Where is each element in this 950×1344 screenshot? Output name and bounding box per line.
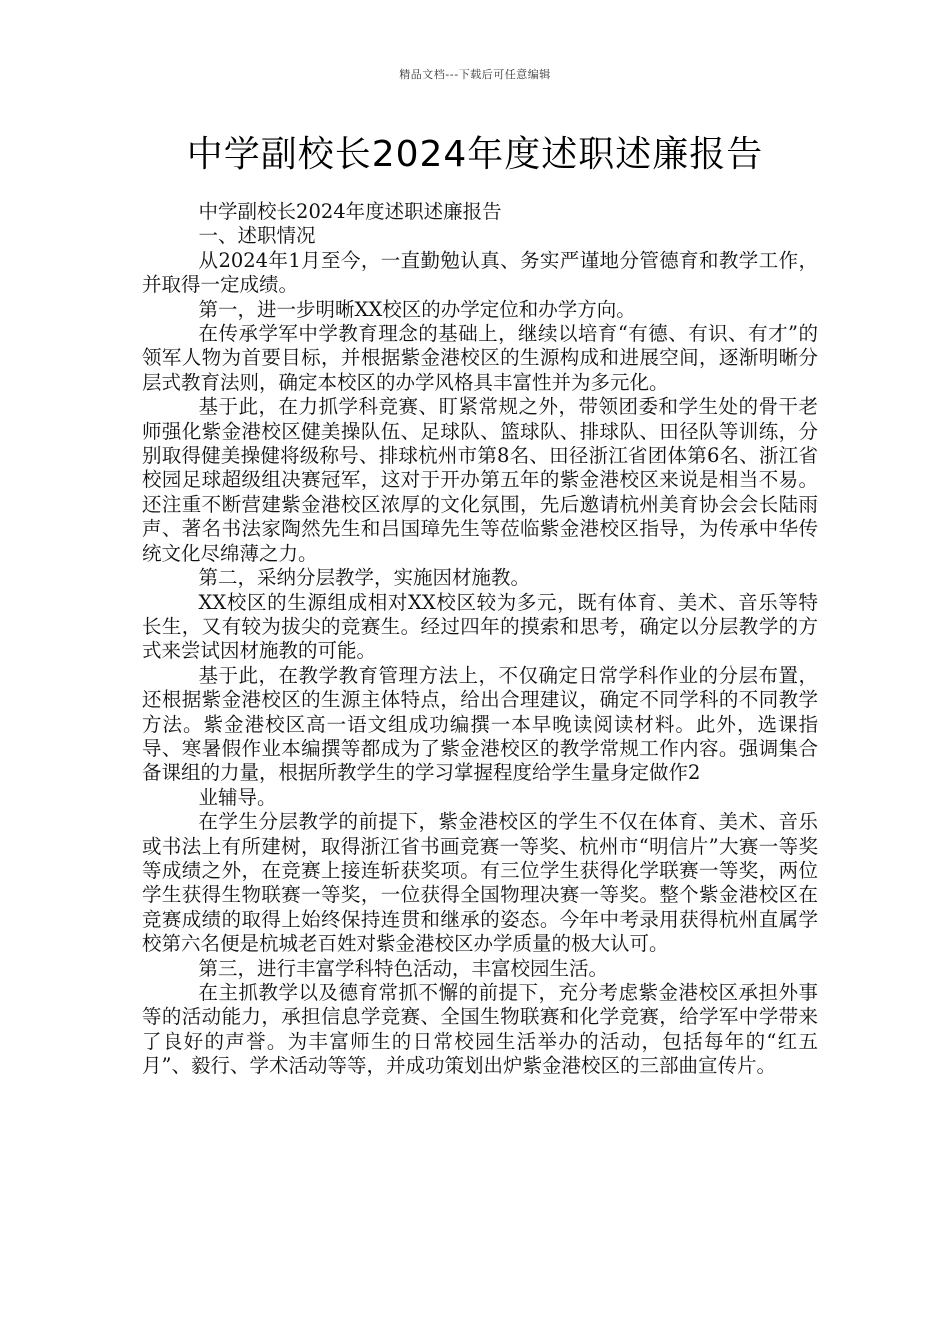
body-paragraph: 基于此，在教学教育管理方法上，不仅确定日常学科作业的分层布置，还根据紫金港校区的生源主体特点，给出合理建议，确定不同学科的不同教学方法。紫金港校区高一语文组成功编撰一本早晚读阅读材料。此外，选课指导、寒暑假作业本编撰等都成为了紫金港校区的教学常规工作内容。强调集合备课组的力量，根据所教学生的学习掌握程度给学生量身定做作2 <box>142 663 818 785</box>
point-heading: 第三，进行丰富学科特色活动，丰富校园生活。 <box>198 956 609 980</box>
body-paragraph: 在传承学军中学教育理念的基础上，继续以培育“有德、有识、有才”的领军人物为首要目标，并根据紫金港校区的生源构成和进展空间，逐渐明晰分层式教育法则，确定本校区的办学风格具丰富性并为多元化。 <box>142 322 818 394</box>
document-title: 中学副校长2024年度述职述廉报告 <box>186 134 764 175</box>
body-paragraph: 在学生分层教学的前提下，紫金港校区的学生不仅在体育、美术、音乐或书法上有所建树，取得浙江省书画竞赛一等奖、杭州市“明信片”大赛一等奖等成绩之外，在竞赛上接连斩获奖项。有三位学生获得化学联赛一等奖，两位学生获得生物联赛一等奖，一位获得全国物理决赛一等奖。整个紫金港校区在竞赛成绩的取得上始终保持连贯和继承的姿态。今年中考录用获得杭州直属学校第六名便是杭城老百姓对紫金港校区办学质量的极大认可。 <box>142 810 818 956</box>
body-paragraph: 业辅导。 <box>198 785 277 809</box>
body-paragraph: 中学副校长2024年度述职述廉报告 <box>198 200 502 223</box>
body-paragraph: 在主抓教学以及德育常抓不懈的前提下，充分考虑紫金港校区承担外事等的活动能力，承担信息学竞赛、全国生物联赛和化学竞赛，给学军中学带来了良好的声誉。为丰富师生的日常校园生活举办的活动，包括每年的“红五月”、毅行、学术活动等等，并成功策划出炉紫金港校区的三部曲宣传片。 <box>142 981 818 1078</box>
body-paragraph: 基于此，在力抓学科竞赛、盯紧常规之外，带领团委和学生处的骨干老师强化紫金港校区健美操队伍、足球队、篮球队、排球队、田径队等训练，分别取得健美操健将级称号、排球杭州市第8名、田径浙江省团体第6名、浙江省校园足球超级组决赛冠军，这对于开办第五年的紫金港校区来说是相当不易。还注重不断营建紫金港校区浓厚的文化氛围，先后邀请杭州美育协会会长陆雨声、著名书法家陶然先生和吕国璋先生等莅临紫金港校区指导，为传承中华传统文化尽绵薄之力。 <box>142 395 818 565</box>
section-heading: 一、述职情况 <box>198 224 316 248</box>
point-heading: 第一，进一步明晰XX校区的办学定位和办学方向。 <box>198 297 636 321</box>
body-paragraph: 从2024年1月至今，一直勤勉认真、务实严谨地分管德育和教学工作，并取得一定成绩。 <box>142 248 818 297</box>
header-note: 精品文档---下载后可任意编辑 <box>399 68 551 81</box>
body-paragraph: XX校区的生源组成相对XX校区较为多元，既有体育、美术、音乐等特长生，又有较为拔尖的竞赛生。经过四年的摸索和思考，确定以分层教学的方式来尝试因材施教的可能。 <box>142 590 818 663</box>
point-heading: 第二，采纳分层教学，实施因材施教。 <box>198 566 531 590</box>
document-body <box>142 200 818 1079</box>
